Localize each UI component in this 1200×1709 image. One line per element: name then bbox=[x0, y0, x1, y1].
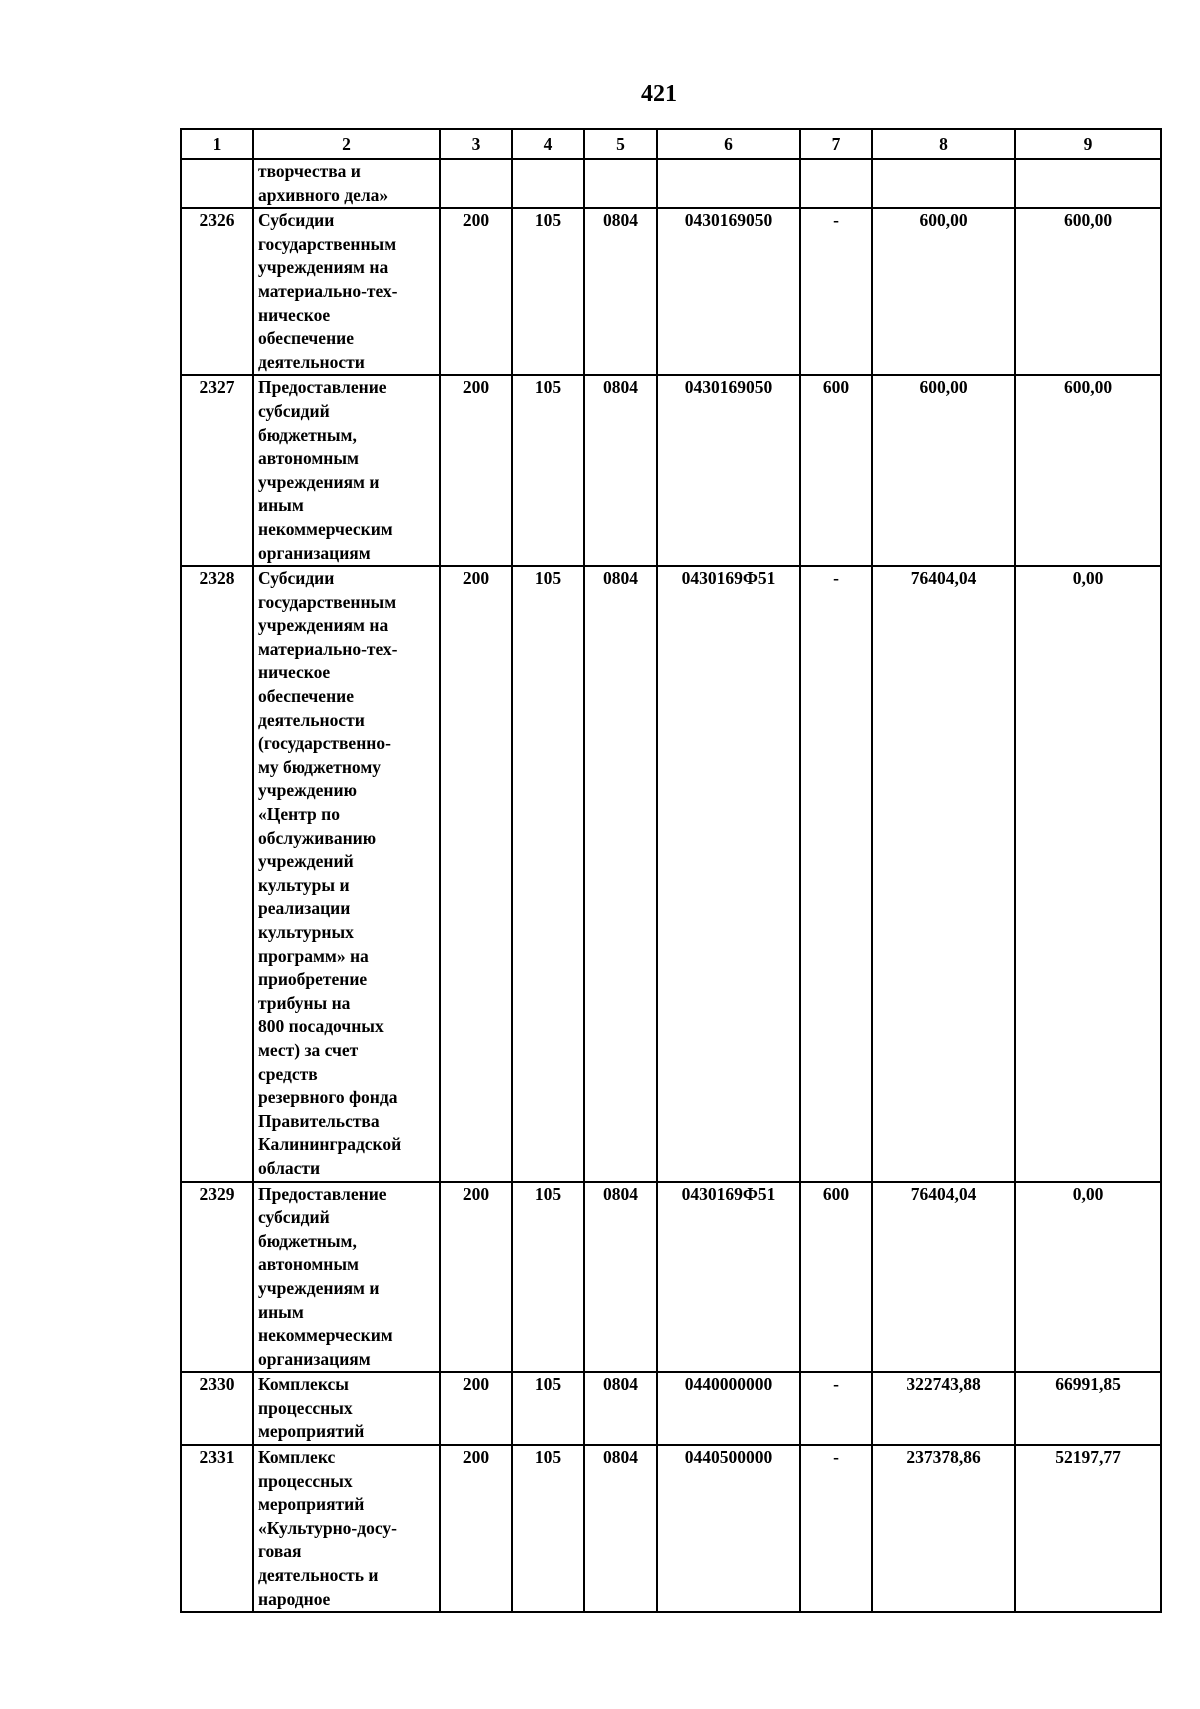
row-name: Субсидии государственным учреждениям на материально-тех- ническое обеспечение деятельности (государственно- му бюджетному учреждению «Центр по обслуживанию учреждений культуры и реализации культурных программ» на приобретение трибуны на 800 посадочных мест) за счет средств резервного фонда Правительства Калининградской области bbox=[253, 566, 440, 1181]
cell-col5: 0804 bbox=[584, 1372, 657, 1445]
cell-col3: 200 bbox=[440, 1372, 512, 1445]
row-name: Комплекс процессных мероприятий «Культурно-досу- говая деятельность и народное bbox=[253, 1445, 440, 1612]
row-name: Комплексы процессных мероприятий bbox=[253, 1372, 440, 1445]
cell-col6: 0440000000 bbox=[657, 1372, 800, 1445]
table-row bbox=[181, 1182, 1161, 1373]
cell-col6: 0430169050 bbox=[657, 208, 800, 375]
cell-col7: 600 bbox=[800, 375, 872, 566]
cell-col5 bbox=[584, 159, 657, 208]
column-header: 7 bbox=[800, 129, 872, 159]
row-name: творчества и архивного дела» bbox=[253, 159, 440, 208]
cell-col9: 600,00 bbox=[1015, 375, 1161, 566]
table-row bbox=[181, 375, 1161, 566]
row-number: 2328 bbox=[181, 566, 253, 1181]
cell-col9: 0,00 bbox=[1015, 566, 1161, 1181]
row-name: Субсидии государственным учреждениям на материально-тех- ническое обеспечение деятельности bbox=[253, 208, 440, 375]
cell-col4 bbox=[512, 159, 584, 208]
table-row bbox=[181, 159, 1161, 208]
table-row bbox=[181, 1445, 1161, 1612]
column-header: 3 bbox=[440, 129, 512, 159]
column-header: 4 bbox=[512, 129, 584, 159]
cell-col6: 0430169Ф51 bbox=[657, 566, 800, 1181]
cell-col4: 105 bbox=[512, 1182, 584, 1373]
cell-col9: 66991,85 bbox=[1015, 1372, 1161, 1445]
cell-col8: 76404,04 bbox=[872, 1182, 1015, 1373]
cell-col4: 105 bbox=[512, 566, 584, 1181]
cell-col5: 0804 bbox=[584, 1445, 657, 1612]
cell-col3: 200 bbox=[440, 566, 512, 1181]
cell-col6: 0430169050 bbox=[657, 375, 800, 566]
cell-col8: 600,00 bbox=[872, 375, 1015, 566]
cell-col8: 237378,86 bbox=[872, 1445, 1015, 1612]
column-header: 6 bbox=[657, 129, 800, 159]
cell-col7: - bbox=[800, 1445, 872, 1612]
cell-col4: 105 bbox=[512, 208, 584, 375]
cell-col6 bbox=[657, 159, 800, 208]
cell-col5: 0804 bbox=[584, 1182, 657, 1373]
row-number: 2329 bbox=[181, 1182, 253, 1373]
table-row bbox=[181, 566, 1161, 1181]
cell-col3: 200 bbox=[440, 208, 512, 375]
row-name: Предоставление субсидий бюджетным, автономным учреждениям и иным некоммерческим организациям bbox=[253, 375, 440, 566]
cell-col8 bbox=[872, 159, 1015, 208]
cell-col9: 0,00 bbox=[1015, 1182, 1161, 1373]
cell-col3: 200 bbox=[440, 375, 512, 566]
table-row bbox=[181, 1372, 1161, 1445]
row-number bbox=[181, 159, 253, 208]
cell-col8: 322743,88 bbox=[872, 1372, 1015, 1445]
budget-table bbox=[180, 128, 1162, 1613]
row-number: 2326 bbox=[181, 208, 253, 375]
cell-col8: 76404,04 bbox=[872, 566, 1015, 1181]
row-number: 2327 bbox=[181, 375, 253, 566]
column-header: 1 bbox=[181, 129, 253, 159]
cell-col4: 105 bbox=[512, 1445, 584, 1612]
row-number: 2330 bbox=[181, 1372, 253, 1445]
column-header: 2 bbox=[253, 129, 440, 159]
row-name: Предоставление субсидий бюджетным, автономным учреждениям и иным некоммерческим организациям bbox=[253, 1182, 440, 1373]
cell-col4: 105 bbox=[512, 375, 584, 566]
cell-col5: 0804 bbox=[584, 208, 657, 375]
cell-col5: 0804 bbox=[584, 375, 657, 566]
table-header-row bbox=[181, 129, 1161, 159]
column-header: 9 bbox=[1015, 129, 1161, 159]
table-row bbox=[181, 208, 1161, 375]
cell-col9: 52197,77 bbox=[1015, 1445, 1161, 1612]
cell-col6: 0440500000 bbox=[657, 1445, 800, 1612]
cell-col7: - bbox=[800, 208, 872, 375]
cell-col5: 0804 bbox=[584, 566, 657, 1181]
cell-col8: 600,00 bbox=[872, 208, 1015, 375]
cell-col6: 0430169Ф51 bbox=[657, 1182, 800, 1373]
row-number: 2331 bbox=[181, 1445, 253, 1612]
page-number: 421 bbox=[641, 81, 677, 107]
cell-col7: - bbox=[800, 1372, 872, 1445]
column-header: 5 bbox=[584, 129, 657, 159]
cell-col9 bbox=[1015, 159, 1161, 208]
cell-col3: 200 bbox=[440, 1445, 512, 1612]
cell-col7: - bbox=[800, 566, 872, 1181]
cell-col4: 105 bbox=[512, 1372, 584, 1445]
cell-col7: 600 bbox=[800, 1182, 872, 1373]
cell-col9: 600,00 bbox=[1015, 208, 1161, 375]
column-header: 8 bbox=[872, 129, 1015, 159]
cell-col3: 200 bbox=[440, 1182, 512, 1373]
cell-col3 bbox=[440, 159, 512, 208]
cell-col7 bbox=[800, 159, 872, 208]
